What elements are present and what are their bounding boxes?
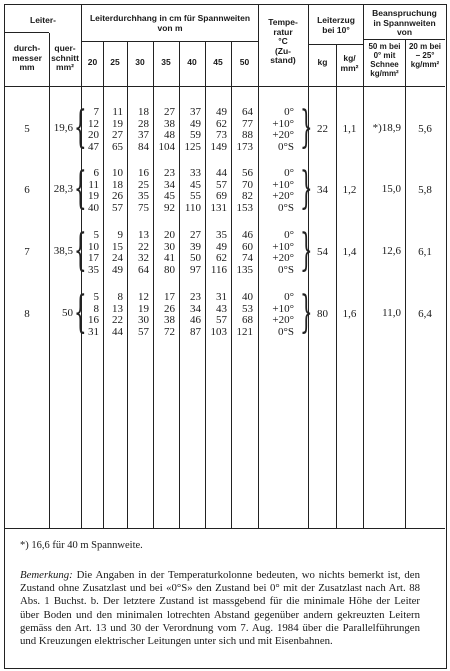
durchhang-value: 12: [88, 117, 99, 130]
left-brace: {: [74, 225, 87, 276]
durchhang-value: 62: [216, 117, 227, 130]
durchhang-value: 13: [138, 229, 149, 241]
durchhang-value: 17: [164, 291, 175, 303]
header-querschnitt: quer- schnitt mm²: [51, 43, 79, 72]
span-header: 50: [239, 57, 250, 67]
durchhang-value: 24: [112, 252, 123, 265]
durchhang-value: 56: [242, 167, 253, 179]
durchhang-value: 173: [236, 140, 253, 153]
durchhang-value: 97: [190, 263, 201, 276]
durchhang-value: 23: [190, 291, 201, 303]
left-brace: {: [74, 163, 87, 214]
row-divider: [82, 41, 258, 42]
durchhang-value: 48: [164, 129, 175, 142]
durchhang-value: 19: [138, 302, 149, 315]
temperature-value: 0°S: [277, 325, 294, 338]
durchhang-value: 149: [210, 140, 227, 153]
durchhang-value: 34: [164, 178, 175, 191]
right-brace: }: [300, 287, 313, 338]
durchhang-value: 104: [158, 140, 175, 153]
durchhang-value: 10: [112, 167, 123, 179]
durchhang-value: 27: [164, 106, 175, 118]
durchhang-value: 44: [216, 167, 227, 179]
durchhang-value: 19: [112, 117, 123, 130]
durchhang-value: 26: [112, 190, 123, 203]
durchhang-value: 40: [88, 201, 99, 214]
durchhang-value: 38: [164, 117, 175, 130]
durchhang-value: 87: [190, 325, 201, 338]
durchhang-value: 74: [242, 252, 253, 265]
right-brace: }: [300, 163, 313, 214]
durchhang-value: 46: [242, 229, 253, 241]
col-divider: [363, 5, 364, 528]
durchhang-value: 6: [93, 167, 99, 179]
temperature-value: +20°: [272, 129, 294, 142]
header-kg-mm2: kg/ mm²: [340, 53, 359, 73]
durchhang-value: 92: [164, 201, 175, 214]
durchhang-value: 12: [138, 291, 149, 303]
leiterzug-kg-cell: 54: [317, 245, 328, 258]
temperature-value: 0°S: [277, 263, 294, 276]
durchhang-value: 69: [216, 190, 227, 203]
durchhang-value: 49: [112, 263, 123, 276]
durchhang-value: 35: [88, 263, 99, 276]
span-header: 30: [135, 57, 145, 67]
remark-text: Die Angaben in der Temperaturkolonne bedeuten, wo nichts bemerkt ist, den Zustand ohne Zusatzlast und bei «0°S» den Zustand bei 0° mit der Zusatzlast nach Art. 88 Abs. 1 Buchst. b. Der letztere Zustand ist massgebend für die minimale Höhe der Leiter über Boden und den minimalen lotrechten Abstand gegenüber andern gekreuzten Leitern gemäss den Art. 13 und 30 der Verordnung vom 7. Aug. 1984 über die Parallelführungen und Kreuzungen elektrischer Leitungen unter sich und mit Eisenbahnen.: [20, 569, 420, 648]
header-durchhang: Leiterdurchhang in cm für Spannweiten von m: [89, 13, 251, 33]
temperature-value: 0°S: [277, 140, 294, 153]
durchhang-value: 30: [164, 240, 175, 253]
durchhang-value: 82: [242, 190, 253, 203]
leiterzug-kg-cell: 34: [317, 183, 328, 196]
beanspruchung-50m-cell: 12,6: [381, 244, 401, 257]
temperature-value: +10°: [272, 240, 294, 253]
durchhang-value: 16: [88, 314, 99, 327]
durchhang-value: 41: [164, 252, 175, 265]
querschnitt-cell: 50: [62, 306, 73, 319]
leiterzug-kgmm2-cell: 1,6: [342, 307, 357, 320]
durchhang-value: 19: [88, 190, 99, 203]
durchhang-value: 50: [190, 252, 201, 265]
beanspruchung-20m-cell: 5,8: [418, 183, 432, 196]
durchhang-value: 40: [242, 291, 253, 303]
durchhang-value: 57: [216, 178, 227, 191]
durchhang-value: 31: [216, 291, 227, 303]
durchhang-value: 49: [216, 106, 227, 118]
beanspruchung-20m-cell: 6,1: [418, 245, 432, 258]
temperature-value: +20°: [272, 314, 294, 327]
durchmesser-cell: 7: [24, 245, 30, 258]
durchhang-value: 75: [138, 201, 149, 214]
leiterzug-kgmm2-cell: 1,4: [342, 245, 357, 258]
header-beanspruchung: Beanspruchung in Spannweiten von: [372, 8, 437, 37]
header-kg: kg: [317, 57, 328, 67]
durchmesser-cell: 8: [24, 307, 30, 320]
temperature-value: +10°: [272, 302, 294, 315]
leiterzug-kg-cell: 22: [317, 122, 328, 135]
span-header: 45: [213, 57, 223, 67]
durchhang-value: 34: [190, 302, 201, 315]
durchhang-value: 8: [117, 291, 123, 303]
durchhang-value: 125: [184, 140, 201, 153]
beanspruchung-20m-cell: 6,4: [418, 307, 432, 320]
durchmesser-cell: 6: [24, 183, 30, 196]
beanspruchung-20m-cell: 5,6: [418, 122, 432, 135]
durchhang-value: 47: [88, 140, 99, 153]
beanspruchung-50m-cell: *)18,9: [372, 121, 401, 134]
durchhang-value: 49: [216, 240, 227, 253]
span-header: 35: [161, 57, 171, 67]
durchhang-value: 84: [138, 140, 149, 153]
durchhang-value: 22: [112, 314, 123, 327]
durchhang-value: 17: [88, 252, 99, 265]
durchhang-value: 23: [164, 167, 175, 179]
durchhang-value: 31: [88, 325, 99, 338]
right-brace: }: [300, 225, 313, 276]
durchhang-value: 11: [112, 106, 123, 118]
durchhang-value: 62: [216, 252, 227, 265]
durchhang-value: 121: [236, 325, 253, 338]
durchhang-value: 103: [210, 325, 227, 338]
durchhang-value: 33: [190, 167, 201, 179]
durchhang-value: 135: [236, 263, 253, 276]
durchhang-value: 20: [88, 129, 99, 142]
temperature-value: 0°: [284, 106, 294, 118]
durchhang-value: 70: [242, 178, 253, 191]
durchhang-value: 44: [112, 325, 123, 338]
durchhang-value: 25: [138, 178, 149, 191]
durchmesser-cell: 5: [24, 122, 30, 135]
durchhang-value: 5: [93, 229, 99, 241]
durchhang-value: 80: [164, 263, 175, 276]
durchhang-value: 8: [93, 302, 99, 315]
durchhang-value: 57: [216, 314, 227, 327]
col-divider: [405, 40, 406, 528]
durchhang-value: 55: [190, 190, 201, 203]
durchhang-value: 13: [112, 302, 123, 315]
durchhang-value: 73: [216, 129, 227, 142]
durchhang-value: 116: [210, 263, 227, 276]
row-divider: [364, 39, 445, 40]
temperature-value: 0°: [284, 291, 294, 303]
table-bottom-rule: [5, 528, 445, 529]
durchhang-value: 38: [164, 314, 175, 327]
durchhang-value: 35: [138, 190, 149, 203]
beanspruchung-50m-cell: 15,0: [381, 182, 401, 195]
durchhang-value: 18: [112, 178, 123, 191]
temperature-value: +10°: [272, 117, 294, 130]
durchhang-value: 30: [138, 314, 149, 327]
durchhang-value: 45: [164, 190, 175, 203]
durchhang-value: 5: [93, 291, 99, 303]
remark-label: Bemerkung:: [20, 569, 73, 581]
beanspruchung-50m-cell: 11,0: [382, 306, 401, 319]
durchhang-value: 37: [190, 106, 201, 118]
durchhang-value: 68: [242, 314, 253, 327]
durchhang-value: 35: [216, 229, 227, 241]
durchhang-value: 57: [112, 201, 123, 214]
header-20m-minus25: 20 m bei − 25° kg/mm²: [408, 42, 441, 69]
temperature-value: 0°S: [277, 201, 294, 214]
leiterzug-kgmm2-cell: 1,1: [342, 122, 357, 135]
durchhang-value: 46: [190, 314, 201, 327]
durchhang-value: 45: [190, 178, 201, 191]
leiterzug-kg-cell: 80: [317, 307, 328, 320]
durchhang-value: 131: [210, 201, 227, 214]
durchhang-value: 27: [190, 229, 201, 241]
header-50m-schnee: 50 m bei 0° mit Schnee kg/mm²: [368, 42, 401, 78]
temperature-value: 0°: [284, 167, 294, 179]
durchhang-value: 88: [242, 129, 253, 142]
right-brace: }: [300, 102, 313, 153]
left-brace: {: [74, 287, 87, 338]
durchhang-value: 20: [164, 229, 175, 241]
durchhang-value: 28: [138, 117, 149, 130]
temperature-value: +10°: [272, 178, 294, 191]
durchhang-value: 15: [112, 240, 123, 253]
durchhang-value: 11: [88, 178, 99, 191]
durchhang-value: 22: [138, 240, 149, 253]
footnote: *) 16,6 für 40 m Spannweite.: [20, 540, 143, 551]
durchhang-value: 18: [138, 106, 149, 118]
header-leiterzug: Leiterzug bei 10°: [317, 15, 355, 35]
durchhang-value: 27: [112, 129, 123, 142]
durchhang-value: 64: [242, 106, 253, 118]
querschnitt-cell: 38,5: [53, 244, 73, 257]
durchhang-value: 16: [138, 167, 149, 179]
temperature-value: +20°: [272, 190, 294, 203]
durchhang-value: 65: [112, 140, 123, 153]
durchhang-value: 43: [216, 302, 227, 315]
row-divider: [5, 32, 49, 33]
remark-paragraph: [20, 569, 420, 648]
row-divider: [309, 44, 363, 45]
span-header: 20: [87, 57, 98, 67]
durchhang-value: 26: [164, 302, 175, 315]
durchhang-value: 53: [242, 302, 253, 315]
left-brace: {: [74, 102, 87, 153]
durchhang-value: 72: [164, 325, 175, 338]
querschnitt-cell: 19,6: [53, 121, 73, 134]
header-temperatur: Tempe- ratur °C (Zu- stand): [268, 17, 298, 65]
durchhang-value: 37: [138, 129, 149, 142]
durchhang-value: 57: [138, 325, 149, 338]
durchhang-value: 60: [242, 240, 253, 253]
col-divider: [336, 45, 337, 528]
temperature-value: +20°: [272, 252, 294, 265]
durchhang-value: 64: [138, 263, 149, 276]
durchhang-value: 49: [190, 117, 201, 130]
span-header: 40: [187, 57, 197, 67]
durchhang-value: 7: [93, 106, 99, 118]
header-bottom-rule: [5, 86, 445, 87]
header-leiter: Leiter-: [30, 15, 56, 25]
durchhang-value: 39: [190, 240, 201, 253]
durchhang-value: 153: [236, 201, 253, 214]
durchhang-value: 9: [117, 229, 123, 241]
durchhang-value: 77: [242, 117, 253, 130]
durchhang-value: 59: [190, 129, 201, 142]
span-header: 25: [110, 57, 120, 67]
leiterzug-kgmm2-cell: 1,2: [342, 183, 357, 196]
durchhang-value: 110: [184, 201, 201, 214]
querschnitt-cell: 28,3: [53, 182, 73, 195]
header-durchmesser: durch- messer mm: [12, 43, 42, 72]
durchhang-value: 32: [138, 252, 149, 265]
col-divider: [49, 33, 50, 528]
durchhang-value: 10: [88, 240, 99, 253]
temperature-value: 0°: [284, 229, 294, 241]
